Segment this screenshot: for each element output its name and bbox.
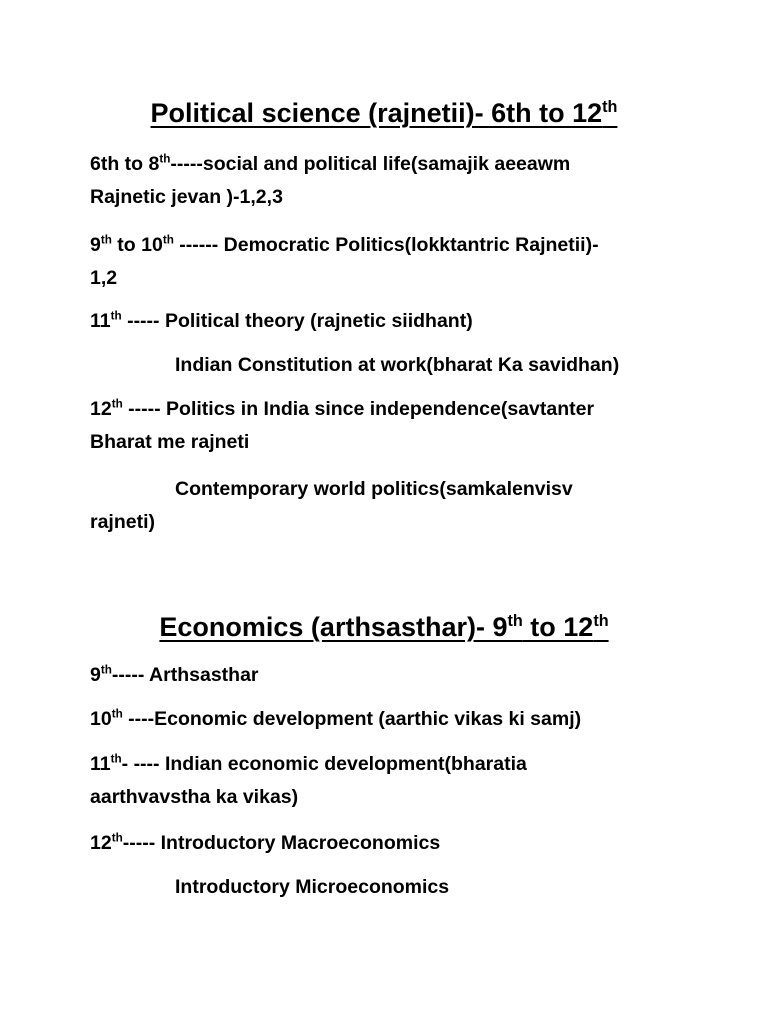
economics-line-10th: 10th ----Economic development (aarthic vikas ki samj) — [90, 707, 582, 730]
economics-line-12th: 12th----- Introductory Macroeconomics — [90, 831, 441, 854]
economics-heading — [0, 610, 768, 644]
political-line-9th-10th: 9th to 10th ------ Democratic Politics(lokktantric Rajnetii)- 1,2 — [90, 233, 599, 289]
political-line-12th-contemporary: Contemporary world politics(samkalenvisv — [175, 478, 573, 500]
economics-heading-text: Economics (arthsasthar)- 9th to 12th — [159, 612, 609, 642]
political-line-6th-8th: 6th to 8th-----social and political life(samajik aeeawm Rajnetic jevan )-1,2,3 — [90, 152, 571, 208]
political-science-heading-text: Political science (rajnetii)- 6th to 12th — [150, 98, 618, 128]
political-line-12th-contemporary-cont: rajneti) — [90, 511, 156, 533]
political-line-11th: 11th ----- Political theory (rajnetic siidhant) — [90, 309, 473, 332]
political-line-12th: 12th ----- Politics in India since independence(savtanter Bharat me rajneti — [90, 397, 595, 453]
economics-line-9th: 9th----- Arthsasthar — [90, 663, 259, 686]
political-line-11th-constitution: Indian Constitution at work(bharat Ka savidhan) — [175, 354, 620, 376]
political-science-heading — [0, 96, 768, 130]
economics-line-11th: 11th- ---- Indian economic development(bharatia aarthvavstha ka vikas) — [90, 752, 527, 808]
economics-line-12th-micro: Introductory Microeconomics — [175, 876, 450, 898]
